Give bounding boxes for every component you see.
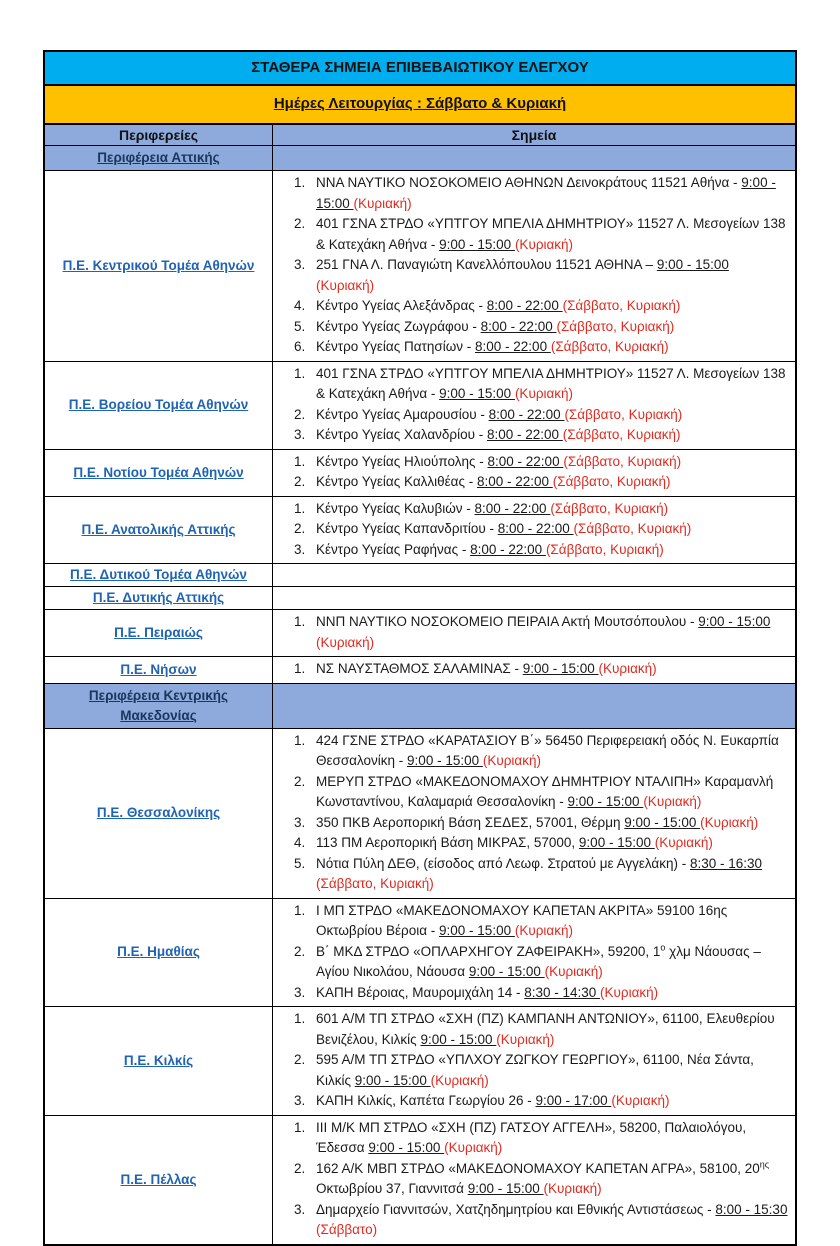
points-cell <box>272 610 795 656</box>
operating-days-banner <box>45 86 795 125</box>
point-item <box>309 983 789 1004</box>
section-title: Περιφέρεια Κεντρικής Μακεδονίας <box>88 687 229 723</box>
point-text: Κέντρο Υγείας Χαλανδρίου - <box>316 427 487 442</box>
point-text: ΚΑΠΗ Κιλκίς, Καπέτα Γεωργίου 26 - <box>316 1093 536 1108</box>
point-item <box>309 1159 789 1200</box>
point-hours: 9:00 - 15:00 <box>522 661 599 676</box>
point-days: (Κυριακή) <box>643 794 702 809</box>
point-text: Οκτωβρίου 37, Γιαννιτσά <box>316 1181 468 1196</box>
points-cell <box>272 899 795 1007</box>
point-text: 113 ΠΜ Αεροπορική Βάση ΜΙΚΡΑΣ, 57000, <box>316 835 579 850</box>
point-days: (Κυριακή) <box>600 984 659 1000</box>
point-days: (Κυριακή) <box>543 1181 602 1196</box>
point-days: (Κυριακή) <box>316 634 375 650</box>
point-text: Νότια Πύλη ΔΕΘ, (είσοδος από Λεωφ. Στρατού με Αγγελάκη) - <box>316 855 690 871</box>
region-link[interactable]: Π.Ε. Δυτικού Τομέα Αθηνών <box>70 567 247 582</box>
column-header-row <box>45 125 795 146</box>
table-row <box>45 497 795 565</box>
point-text: Κέντρο Υγείας Πατησίων - <box>316 339 476 354</box>
point-text: Κέντρο Υγείας Καπανδριτίου - <box>316 521 498 536</box>
point-days: (Κυριακή) <box>496 1031 555 1047</box>
points-cell <box>272 450 795 496</box>
point-item <box>309 425 789 446</box>
point-hours: 9:00 - 17:00 <box>535 1093 612 1108</box>
point-hours: 9:00 - 15:00 <box>468 964 545 979</box>
column-header-regions: Περιφερείες <box>118 127 199 143</box>
point-days: (Κυριακή) <box>353 195 412 211</box>
point-text: Β΄ ΜΚΔ ΣΤΡΔΟ «ΟΠΛΑΡΧΗΓΟΥ ΖΑΦΕΙΡΑΚΗ», 59200, 1 <box>316 943 661 959</box>
point-item <box>309 452 789 473</box>
points-list <box>273 172 789 359</box>
point-hours: 9:00 - 15:00 <box>354 1072 431 1088</box>
point-item <box>309 337 789 358</box>
point-days: (Σάββατο, Κυριακή) <box>563 453 682 469</box>
point-item <box>309 214 789 255</box>
points-cell <box>272 564 795 586</box>
points-cell <box>272 497 795 564</box>
point-item <box>309 772 789 813</box>
point-item <box>309 1050 789 1091</box>
point-text: 162 Α/Κ ΜΒΠ ΣΤΡΔΟ «ΜΑΚΕΔΟΝΟΜΑΧΟΥ ΚΑΠΕΤΑΝ ΑΓΡΑ», 58100, 20 <box>316 1160 760 1176</box>
point-days: (Σάββατο, Κυριακή) <box>550 500 669 516</box>
points-cell <box>272 146 795 170</box>
point-days: (Κυριακή) <box>611 1093 670 1108</box>
point-item <box>309 540 789 561</box>
point-item <box>309 1009 789 1050</box>
point-item <box>309 1200 789 1241</box>
points-cell <box>272 171 795 361</box>
point-hours: 9:00 - 15:00 <box>467 1181 544 1196</box>
points-cell <box>272 684 795 728</box>
region-cell <box>45 497 272 564</box>
point-hours: 9:00 - 15:00 <box>624 814 701 830</box>
point-item <box>309 833 789 854</box>
point-hours: 8:00 - 22:00 <box>497 521 574 536</box>
point-days: (Κυριακή) <box>514 923 573 938</box>
region-link[interactable]: Π.Ε. Βορείου Τομέα Αθηνών <box>68 397 249 412</box>
points-cell <box>272 1116 795 1244</box>
point-item <box>309 519 789 540</box>
point-item <box>309 405 789 426</box>
section-title: Περιφέρεια Αττικής <box>97 150 220 165</box>
points-cell <box>272 362 795 449</box>
region-cell <box>45 171 272 361</box>
point-hours: 9:00 - 15:00 <box>698 614 771 629</box>
point-text: 401 ΓΣΝΑ ΣΤΡΔΟ «ΥΠΤΓΟΥ ΜΠΕΛΙΑ ΔΗΜΗΤΡΙΟΥ» 11527 Λ. Μεσογείων 138 & Κατεχάκη Αθήνα - <box>316 216 786 252</box>
table-row <box>45 610 795 657</box>
point-days: (Σάββατο, Κυριακή) <box>562 298 681 313</box>
point-hours: 8:00 - 22:00 <box>470 541 546 557</box>
point-hours: 9:00 - 15:00 <box>368 1140 445 1155</box>
point-hours: 8:00 - 22:00 <box>474 500 551 516</box>
points-list <box>273 900 789 1005</box>
point-hours: 8:00 - 22:00 <box>476 474 553 489</box>
table-row <box>45 1007 795 1116</box>
point-text: Κέντρο Υγείας Αμαρουσίου - <box>316 406 489 422</box>
region-cell <box>45 899 272 1007</box>
point-text: Κέντρο Υγείας Καλυβιών - <box>316 500 475 516</box>
point-days: (Σάββατο, Κυριακή) <box>573 521 692 536</box>
table-row <box>45 564 795 587</box>
points-list <box>273 658 789 681</box>
region-cell <box>45 684 272 728</box>
point-text: 401 ΓΣΝΑ ΣΤΡΔΟ «ΥΠΤΓΟΥ ΜΠΕΛΙΑ ΔΗΜΗΤΡΙΟΥ» 11527 Λ. Μεσογείων 138 & Κατεχάκη Αθήνα - <box>316 365 786 401</box>
point-text: 595 Α/Μ ΤΠ ΣΤΡΔΟ «ΥΠΛΧΟΥ ΖΩΓΚΟΥ ΓΕΩΡΓΙΟΥ», 61100, Νέα Σάντα, Κιλκίς <box>316 1052 754 1088</box>
point-text: ΝΝΑ ΝΑΥΤΙΚΟ ΝΟΣΟΚΟΜΕΙΟ ΑΘΗΝΩΝ Δεινοκράτους 11521 Αθήνα - <box>316 175 742 190</box>
point-hours: 8:00 - 22:00 <box>486 298 563 313</box>
point-hours: 9:00 - 15:00 <box>439 386 515 401</box>
region-link[interactable]: Π.Ε. Πειραιώς <box>114 625 203 640</box>
point-hours: 9:00 - 15:00 <box>656 257 729 272</box>
region-cell <box>45 587 272 609</box>
region-cell <box>45 657 272 683</box>
point-item <box>309 942 789 983</box>
point-text: Κέντρο Υγείας Αλεξάνδρας - <box>316 298 487 313</box>
point-text: 424 ΓΣΝΕ ΣΤΡΔΟ «ΚΑΡΑΤΑΣΙΟΥ Β΄» 56450 Περιφερειακή οδός Ν. Ευκαρπία Θεσσαλονίκη - <box>316 732 779 768</box>
point-days: (Σάββατο, Κυριακή) <box>550 339 669 354</box>
point-days: (Κυριακή) <box>444 1140 503 1155</box>
point-hours: 9:00 - 15:00 <box>567 794 644 809</box>
point-text: ΚΑΠΗ Βέροιας, Μαυρομιχάλη 14 - <box>316 984 525 1000</box>
region-link[interactable]: Π.Ε. Ημαθίας <box>117 944 200 960</box>
point-text: ο <box>660 942 666 952</box>
point-text: 601 Α/Μ ΤΠ ΣΤΡΔΟ «ΣΧΗ (ΠΖ) ΚΑΜΠΑΝΗ ΑΝΤΩΝΙΟΥ», 61100, Ελευθερίου Βενιζέλου, Κιλκίς <box>316 1011 775 1047</box>
point-hours: 8:30 - 14:30 <box>524 984 601 1000</box>
region-cell <box>45 450 272 496</box>
region-link[interactable]: Π.Ε. Κιλκίς <box>123 1052 194 1068</box>
point-days: (Σάββατο, Κυριακή) <box>556 318 675 334</box>
point-item <box>309 731 789 772</box>
region-link[interactable]: Π.Ε. Ανατολικής Αττικής <box>81 521 236 537</box>
point-item <box>309 901 789 942</box>
points-list <box>273 451 789 494</box>
point-hours: 9:00 - 15:00 <box>420 1031 497 1047</box>
point-days: (Κυριακή) <box>700 814 759 830</box>
point-text: Κέντρο Υγείας Ηλιούπολης - <box>316 453 488 469</box>
point-text: Ι ΜΠ ΣΤΡΔΟ «ΜΑΚΕΔΟΝΟΜΑΧΟΥ ΚΑΠΕΤΑΝ ΑΚΡΙΤΑ» 59100 16ης Οκτωβρίου Βέροια - <box>316 902 728 938</box>
point-item <box>309 472 789 493</box>
column-header-points: Σημεία <box>272 125 795 145</box>
point-days: (Κυριακή) <box>598 661 657 676</box>
point-hours: 9:00 - 15:00 <box>439 236 515 252</box>
point-item <box>309 364 789 405</box>
point-days: (Σάββατο) <box>316 1222 378 1237</box>
points-cell <box>272 729 795 898</box>
region-cell <box>45 1007 272 1115</box>
point-item <box>309 317 789 338</box>
points-list <box>273 363 789 447</box>
table-row <box>45 1116 795 1244</box>
point-hours: 8:00 - 22:00 <box>486 427 563 442</box>
region-link[interactable]: Π.Ε. Νήσων <box>120 661 197 677</box>
point-text: Κέντρο Υγείας Ζωγράφου - <box>316 318 481 334</box>
points-list <box>273 1008 789 1113</box>
point-text: 350 ΠΚΒ Αεροπορική Βάση ΣΕΔΕΣ, 57001, Θέρμη <box>316 814 625 830</box>
region-link[interactable]: Π.Ε. Δυτικής Αττικής <box>92 590 225 605</box>
point-days: (Σάββατο, Κυριακή) <box>316 876 434 891</box>
point-hours: 9:00 - 15:00 <box>316 175 776 211</box>
region-cell <box>45 146 272 170</box>
point-text: ΙΙΙ Μ/Κ ΜΠ ΣΤΡΔΟ «ΣΧΗ (ΠΖ) ΓΑΤΣΟΥ ΑΓΓΕΛΗ», 58200, Παλαιολόγου, Έδεσσα <box>316 1119 747 1155</box>
point-text: 251 ΓΝΑ Λ. Παναγιώτη Κανελλόπουλου 11521 ΑΘΗΝΑ – <box>316 257 657 272</box>
point-days: (Κυριακή) <box>316 277 375 293</box>
point-item <box>309 854 789 895</box>
point-hours: 9:00 - 15:00 <box>578 835 655 850</box>
point-hours: 8:00 - 22:00 <box>487 453 564 469</box>
point-hours: 8:30 - 16:30 <box>689 855 763 871</box>
point-text: ΜΕΡΥΠ ΣΤΡΔΟ «ΜΑΚΕΔΟΝΟΜΑΧΟΥ ΔΗΜΗΤΡΙΟΥ ΝΤΑΛΙΠΗ» Καραμανλή Κωνσταντίνου, Καλαμαριά Θεσσαλονίκη - <box>316 773 774 809</box>
point-text: χλμ Νάουσας – Αγίου Νικολάου, Νάουσα <box>316 943 761 979</box>
region-cell <box>45 729 272 898</box>
points-cell <box>272 657 795 683</box>
point-days: (Κυριακή) <box>544 964 603 979</box>
table-row <box>45 657 795 684</box>
point-item <box>309 813 789 834</box>
table-row <box>45 171 795 362</box>
point-hours: 9:00 - 15:00 <box>407 753 483 768</box>
point-days: (Κυριακή) <box>482 753 541 768</box>
point-hours: 9:00 - 15:00 <box>439 923 515 938</box>
operating-days-text: Ημέρες Λειτουργίας : Σάββατο & Κυριακή <box>273 95 567 112</box>
point-hours: 8:00 - 22:00 <box>488 406 565 422</box>
point-text: ΝΝΠ ΝΑΥΤΙΚΟ ΝΟΣΟΚΟΜΕΙΟ ΠΕΙΡΑΙΑ Ακτή Μουτσόπουλου - <box>316 614 699 629</box>
points-cell <box>272 587 795 609</box>
point-text: Δημαρχείο Γιαννιτσών, Χατζηδημητρίου και Εθνικής Αντιστάσεως - <box>316 1201 716 1217</box>
point-days: (Σάββατο, Κυριακή) <box>564 406 683 422</box>
point-days: (Σάββατο, Κυριακή) <box>545 541 664 557</box>
points-list <box>273 1117 789 1242</box>
table-body <box>45 146 795 1244</box>
point-item <box>309 499 789 520</box>
point-days: (Κυριακή) <box>514 236 574 252</box>
point-hours: 8:00 - 22:00 <box>480 318 557 334</box>
table-row <box>45 899 795 1008</box>
table-row <box>45 450 795 497</box>
region-cell <box>45 610 272 656</box>
point-item <box>309 1118 789 1159</box>
region-link[interactable]: Π.Ε. Πέλλας <box>120 1171 197 1187</box>
section-row <box>45 684 795 729</box>
table-row <box>45 729 795 899</box>
table-row <box>45 587 795 610</box>
point-days: (Κυριακή) <box>430 1072 489 1088</box>
point-text: Κέντρο Υγείας Ραφήνας - <box>316 541 471 557</box>
point-text: ης <box>759 1159 770 1169</box>
region-cell <box>45 362 272 449</box>
table-title: ΣΤΑΘΕΡΑ ΣΗΜΕΙΑ ΕΠΙΒΕΒΑΙΩΤΙΚΟΥ ΕΛΕΓΧΟΥ <box>45 52 795 86</box>
table-row <box>45 362 795 450</box>
point-days: (Κυριακή) <box>654 835 713 850</box>
region-link[interactable]: Π.Ε. Κεντρικού Τομέα Αθηνών <box>62 257 255 273</box>
point-item <box>309 173 789 214</box>
checkpoints-table <box>43 50 797 1246</box>
points-list <box>273 498 789 562</box>
points-cell <box>272 1007 795 1115</box>
point-hours: 8:00 - 15:30 <box>715 1201 788 1217</box>
point-item <box>309 296 789 317</box>
region-cell <box>45 1116 272 1244</box>
point-item <box>309 612 789 653</box>
points-list <box>273 730 789 896</box>
point-text: Κέντρο Υγείας Καλλιθέας - <box>316 474 477 489</box>
point-item <box>309 1091 789 1112</box>
point-item <box>309 255 789 296</box>
point-days: (Σάββατο, Κυριακή) <box>562 427 681 442</box>
points-list <box>273 611 789 654</box>
point-hours: 8:00 - 22:00 <box>475 339 551 354</box>
point-item <box>309 659 789 680</box>
point-text: ΝΣ ΝΑΥΣΤΑΘΜΟΣ ΣΑΛΑΜΙΝΑΣ - <box>316 661 523 676</box>
region-cell <box>45 564 272 586</box>
region-link[interactable]: Π.Ε. Θεσσαλονίκης <box>96 805 221 820</box>
point-days: (Σάββατο, Κυριακή) <box>552 474 671 489</box>
section-row <box>45 146 795 171</box>
point-days: (Κυριακή) <box>514 386 574 401</box>
region-link[interactable]: Π.Ε. Νοτίου Τομέα Αθηνών <box>73 464 244 480</box>
